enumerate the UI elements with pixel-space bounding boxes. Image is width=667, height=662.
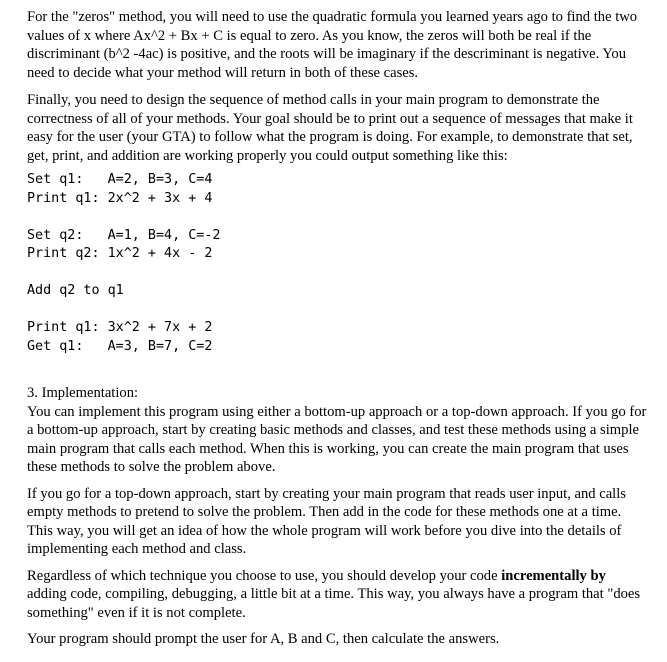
implementation-paragraph: You can implement this program using either a bottom-up approach or a top-down approach. If you go for a bottom-up approach, start by creating basic methods and classes, and test these methods using a simple main program that calls each method. When this is working, you can create the main program that uses these methods to solve the problem above. [27,403,647,475]
code-line: Set q1: A=2, B=3, C=4 [27,172,213,187]
zeros-method-paragraph: For the "zeros" method, you will need to use the quadratic formula you learned years ago to find the two values of x where Ax^2 + Bx + C is equal to zero. As you know, the zeros will both be real if the discriminant (b^2 -4ac) is positive, and the roots will be imaginary if the descriminant is negative. You need to decide what your method will return in both of these cases. [27,9,638,81]
code-line: Get q1: A=3, B=7, C=2 [27,338,213,354]
code-line: Add q2 to q1 [27,283,124,298]
prompt-paragraph: Your program should prompt the user for A, B and C, then calculate the answers. [27,631,500,647]
top-down-paragraph: If you go for a top-down approach, start by creating your main program that reads user input, and calls empty methods to pretend to solve the problem. Then add in the code for these methods one at a time. This way, you will get an idea of how the whole program will work before you dive into the details of implementing each method and class. [27,485,626,557]
incremental-emphasis: incrementally by [501,567,606,584]
document-page [27,8,649,649]
section-heading: 3. Implementation: [27,385,139,401]
code-line: Set q2: A=1, B=4, C=-2 [27,227,221,243]
code-line: Print q2: 1x^2 + 4x - 2 [27,246,213,261]
code-line: Print q1: 2x^2 + 3x + 4 [27,190,213,206]
incremental-paragraph [27,567,649,623]
method-sequence-paragraph: Finally, you need to design the sequence of method calls in your main program to demonstrate the correctness of all of your methods. Your goal should be to print out a sequence of messages that make it easy for the user (your GTA) to follow what the program is doing. For example, to demonstrate that set, get, print, and addition are working properly you could output something like this: [27,92,633,164]
code-line: Print q1: 3x^2 + 7x + 2 [27,320,213,335]
incremental-text-end: adding code, compiling, debugging, a little bit at a time. This way, you always have a program that "does something" even if it is not complete. [27,586,641,621]
example-output-code [27,171,649,356]
incremental-text-start: Regardless of which technique you choose to use, you should develop your code [27,567,502,584]
